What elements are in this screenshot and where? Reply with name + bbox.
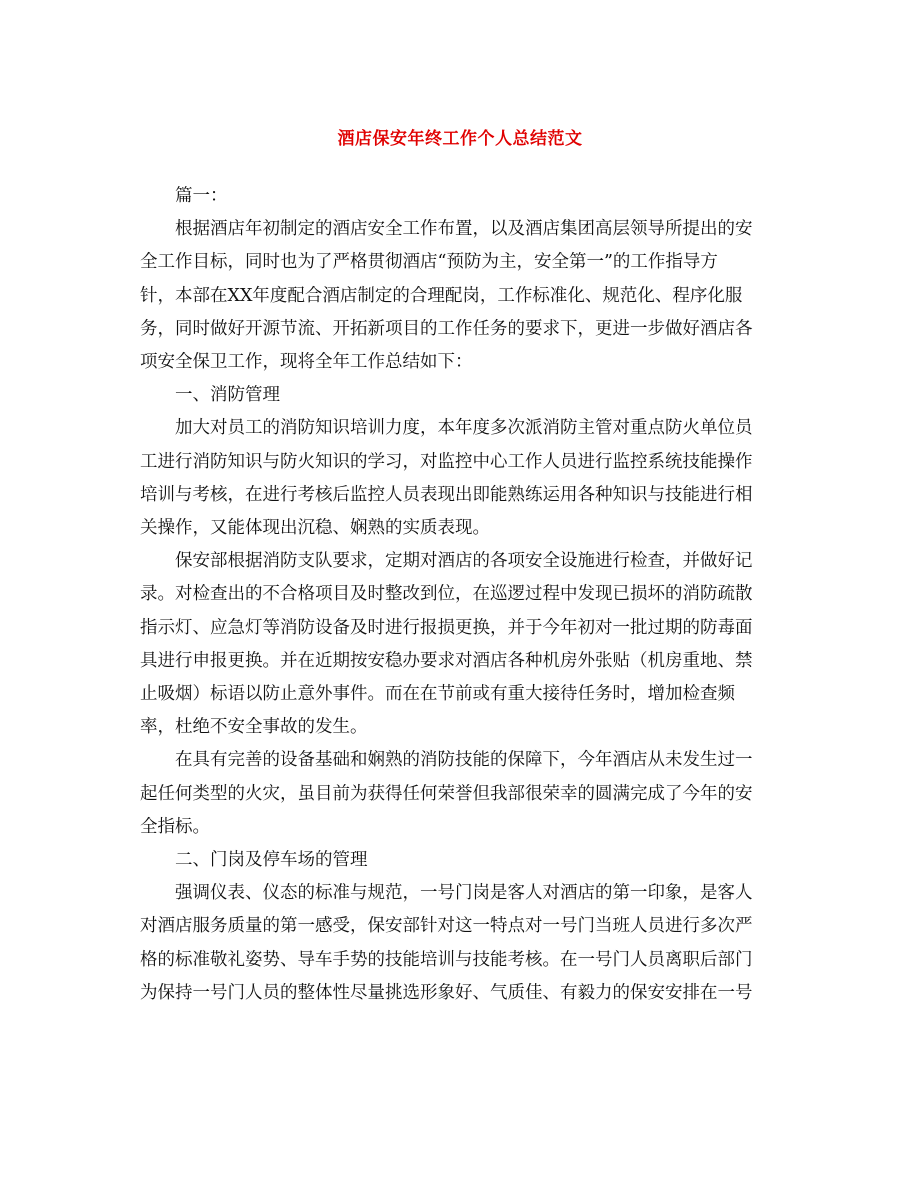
paragraph-line: 全指标。 <box>140 816 210 837</box>
paragraph-intro <box>140 213 780 379</box>
paragraph-line: 加大对员工的消防知识培训力度，本年度多次派消防主管对重点防火单位员 <box>175 418 753 439</box>
heading-gate-parking: 二、门岗及停车场的管理 <box>175 850 368 871</box>
paragraph-line: 保安部根据消防支队要求，定期对酒店的各项安全设施进行检查，并做好记 <box>175 551 753 572</box>
heading-fire-management: 一、消防管理 <box>175 385 280 406</box>
paragraph-gate-standards <box>140 877 780 1010</box>
paragraph-line: 率，杜绝不安全事故的发生。 <box>140 717 368 738</box>
paragraph-line: 指示灯、应急灯等消防设备及时进行报损更换，并于今年初对一批过期的防毒面 <box>140 617 753 638</box>
paragraph-line: 培训与考核，在进行考核后监控人员表现出即能熟练运用各种知识与技能进行相 <box>140 484 753 505</box>
paragraph-fire-result <box>140 744 780 844</box>
paragraph-fire-inspection <box>140 545 780 744</box>
paragraph-line: 具进行申报更换。并在近期按安稳办要求对酒店各种机房外张贴（机房重地、禁 <box>140 650 753 671</box>
paragraph-line: 项安全保卫工作，现将全年工作总结如下： <box>140 352 473 373</box>
paragraph-line: 起任何类型的火灾，虽目前为获得任何荣誉但我部很荣幸的圆满完成了今年的安 <box>140 783 753 804</box>
document-body <box>140 180 780 1010</box>
section-label: 篇一： <box>175 186 228 206</box>
paragraph-line: 对酒店服务质量的第一感受，保安部针对这一特点对一号门当班人员进行多次严 <box>140 916 753 937</box>
paragraph-line: 格的标准敬礼姿势、导车手势的技能培训与技能考核。在一号门人员离职后部门 <box>140 949 753 970</box>
paragraph-line: 针，本部在XX年度配合酒店制定的合理配岗，工作标准化、规范化、程序化服 <box>140 285 743 306</box>
paragraph-line: 根据酒店年初制定的酒店安全工作布置，以及酒店集团高层领导所提出的安 <box>175 219 753 240</box>
paragraph-line: 在具有完善的设备基础和娴熟的消防技能的保障下，今年酒店从未发生过一 <box>175 750 753 771</box>
paragraph-line: 为保持一号门人员的整体性尽量挑选形象好、气质佳、有毅力的保安安排在一号 <box>140 982 753 1003</box>
paragraph-line: 强调仪表、仪态的标准与规范，一号门岗是客人对酒店的第一印象，是客人 <box>175 883 753 904</box>
document-title: 酒店保安年终工作个人总结范文 <box>337 129 583 149</box>
paragraph-fire-training <box>140 412 780 545</box>
paragraph-line: 止吸烟）标语以防止意外事件。而在在节前或有重大接待任务时，增加检查频 <box>140 684 735 705</box>
paragraph-line: 关操作，又能体现出沉稳、娴熟的实质表现。 <box>140 518 490 539</box>
paragraph-line: 录。对检查出的不合格项目及时整改到位，在巡逻过程中发现已损坏的消防疏散 <box>140 584 753 605</box>
paragraph-line: 工进行消防知识与防火知识的学习，对监控中心工作人员进行监控系统技能操作 <box>140 451 753 472</box>
paragraph-line: 全工作目标，同时也为了严格贯彻酒店“预防为主，安全第一”的工作指导方 <box>140 252 718 273</box>
paragraph-line: 务，同时做好开源节流、开拓新项目的工作任务的要求下，更进一步做好酒店各 <box>140 318 753 339</box>
